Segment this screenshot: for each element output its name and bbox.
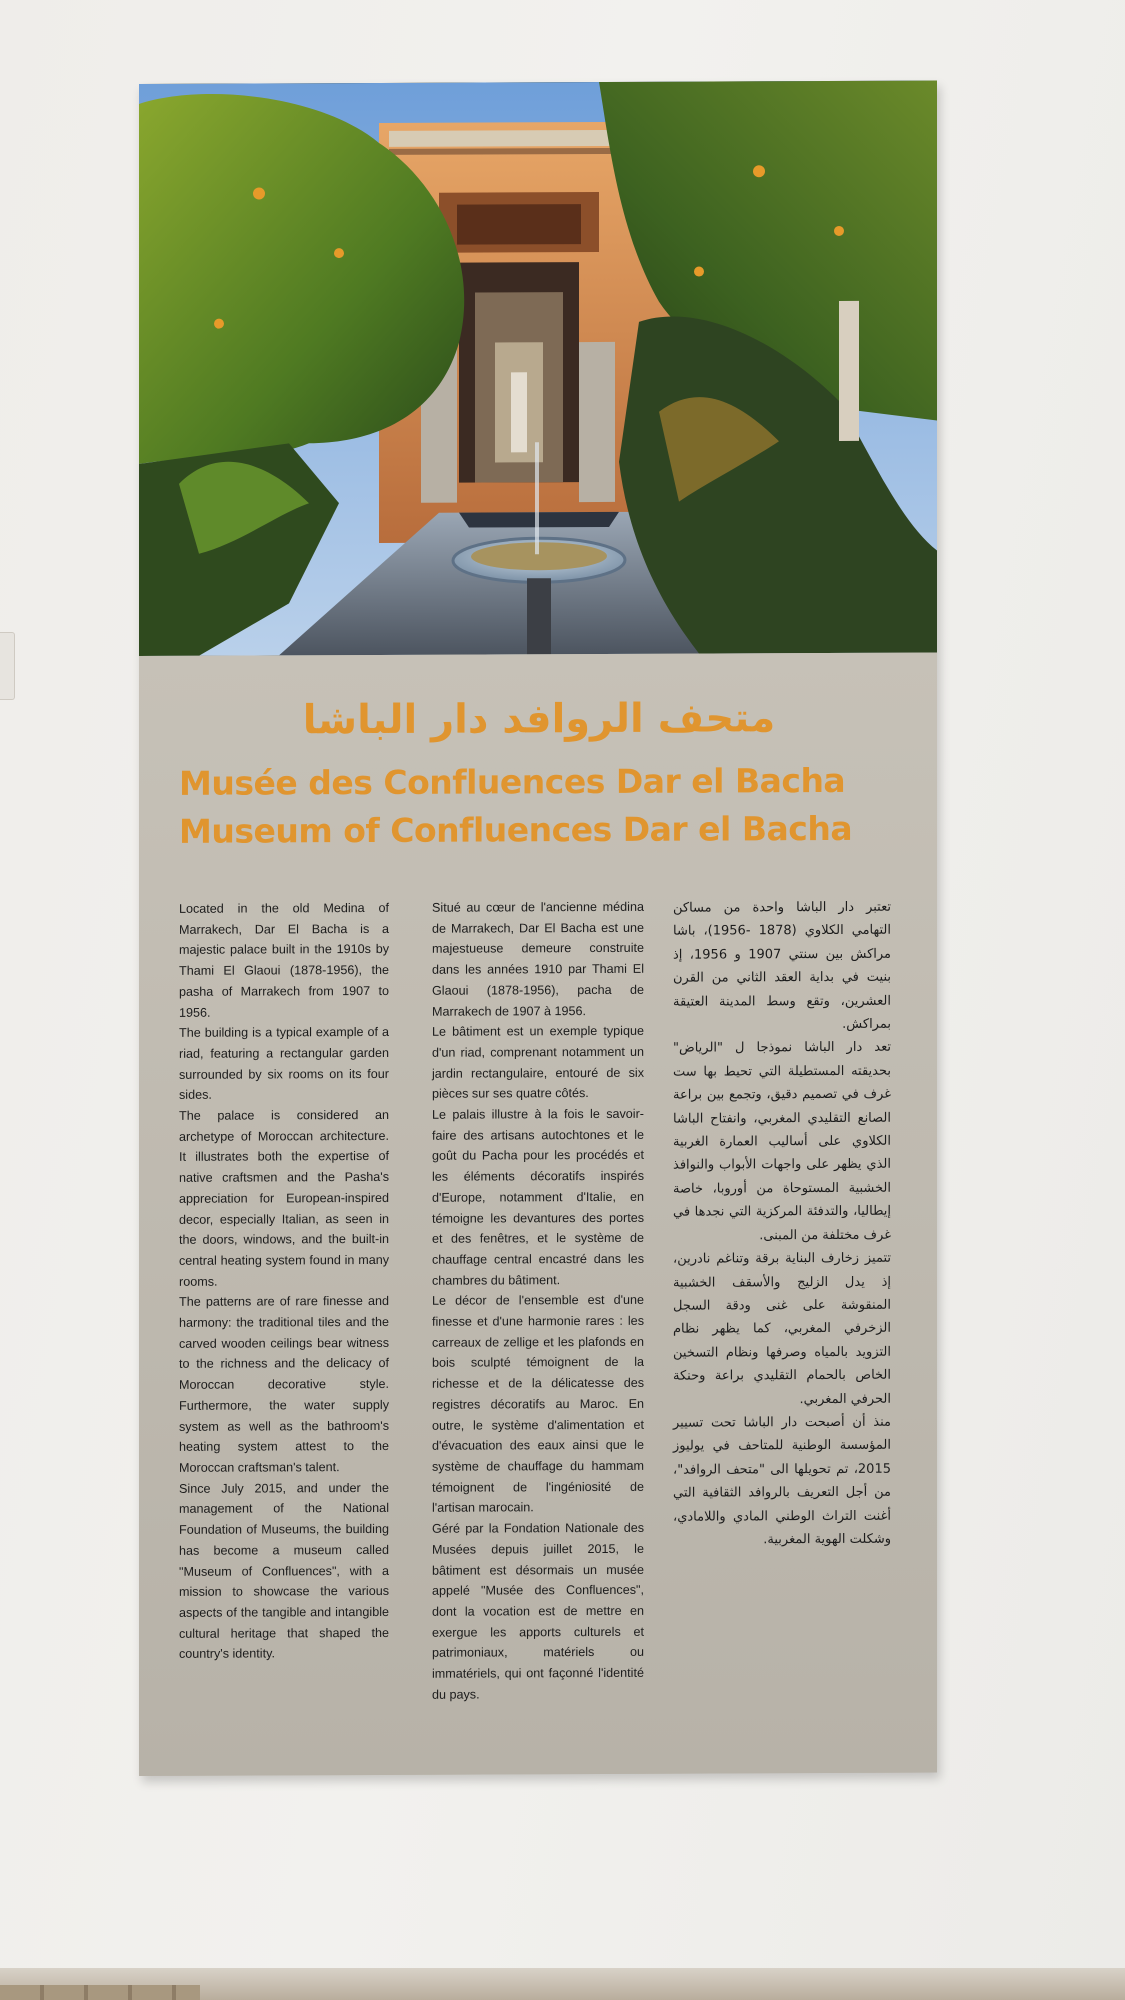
english-paragraph: Located in the old Medina of Marrakech, Dar El Bacha is a majestic palace built in the 1910s by Thami El Glaoui (1878-1956), the pasha of Marrakech from 1907 to 1956. (179, 900, 389, 1020)
french-paragraph: Situé au cœur de l'ancienne médina de Marrakech, Dar El Bacha est une majestueuse demeure construite dans les années 1910 par Thami El Glaoui (1878-1956), pacha de Marrakech de 1907 à 1956. (432, 899, 644, 1019)
english-text-column (179, 898, 389, 1665)
french-paragraph: Géré par la Fondation Nationale des Musées depuis juillet 2015, le bâtiment est désormais un musée appelé "Musée des Confluences", dont la vocation est de mettre en exergue les apports culturels et patrimoniaux, matériels ou immatériels, qui ont façonné l'identité du pays. (432, 1520, 644, 1702)
french-text-column (432, 897, 644, 1705)
title-french: Musée des Confluences Dar el Bacha (179, 760, 846, 803)
arabic-paragraph: تعتبر دار الباشا واحدة من مساكن التهامي الكلاوي (1878 -1956)، باشا مراكش بين سنتي 1907 و 1956، إذ بنيت في بداية العقد الثاني من القرن العشرين، وتقع وسط المدينة العتيقة بمراكش. (673, 899, 892, 1032)
english-paragraph: The patterns are of rare finesse and harmony: the traditional tiles and the carved wooden ceilings bear witness to the richness and the delicacy of Moroccan decorative style. Furthermore, the water supply system as well as the bathroom's heating system attest to the Moroccan craftsman's talent. (179, 1294, 389, 1475)
arabic-text-column (673, 896, 891, 1552)
title-english: Museum of Confluences Dar el Bacha (179, 808, 853, 851)
english-paragraph: Since July 2015, and under the management of the National Foundation of Museums, the building has become a museum called "Museum of Confluences", with a mission to showcase the various aspects of the tangible and intangible cultural heritage that shaped the country's identity. (179, 1480, 389, 1662)
sign-text-area (139, 653, 937, 1776)
french-paragraph: Le bâtiment est un exemple typique d'un riad, comprenant notamment un jardin rectangulaire, entouré de six pièces sur ses quatre côtés. (432, 1024, 644, 1102)
english-paragraph: The palace is considered an archetype of Moroccan architecture. It illustrates both the expertise of native craftsmen and the Pasha's appreciation for European-inspired decor, especially Italian, as seen in the doors, windows, and the built-in central heating system found in many rooms. (179, 1107, 389, 1289)
museum-sign-panel (139, 81, 937, 1776)
wall-light-switch (0, 632, 15, 700)
title-arabic: متحف الروافد دار الباشا (302, 695, 776, 744)
floor-tiles (0, 1985, 200, 2000)
french-paragraph: Le palais illustre à la fois le savoir-faire des artisans autochtones et le goût du Pacha pour les procédés et les éléments décoratifs inspirés d'Europe, notamment d'Italie, en témoigne les devantures des portes et des fenêtres, et le système de chauffage central encastré dans les chambres du bâtiment. (432, 1106, 644, 1288)
french-paragraph: Le décor de l'ensemble est d'une finesse et d'une harmonie rares : les carreaux de zellige et les plafonds en bois sculpté témoignent de la richesse et de la délicatesse des registres décoratifs au Maroc. En outre, le système d'alimentation et d'évacuation des eaux ainsi que le système de chauffage du hammam témoignent de l'ingéniosité de l'artisan marocain. (432, 1293, 644, 1516)
riad-courtyard-photo (139, 81, 937, 656)
english-paragraph: The building is a typical example of a riad, featuring a rectangular garden surrounded by six rooms on its four sides. (179, 1025, 389, 1103)
arabic-paragraph: منذ أن أصبحت دار الباشا تحت تسيير المؤسسة الوطنية للمتاحف في يوليوز 2015، تم تحويلها الى "متحف الروافد"، من أجل التعريف بالروافد الثقافية التي أغنت التراث الوطني المادي واللامادي، وشكلت الهوية المغربية. (673, 1414, 891, 1548)
arabic-paragraph: تتميز زخارف البناية برقة وتناغم نادرين، إذ يدل الزليج والأسقف الخشبية المنقوشة على غنى ودقة السجل الزخرفي المغربي، كما يظهر نظام التزويد بالمياه وصرفها ونظام التسخين الخاص بالحمام التقليدي براعة وحنكة الحرفي المغربي. (673, 1250, 891, 1407)
arabic-paragraph: تعد دار الباشا نموذجا ل "الرياض" بحديقته المستطيلة التي تحيط بها ست غرف في تصميم دقيق، وتجمع بين براعة الصانع التقليدي المغربي، وانفتاح الباشا الكلاوي على أساليب العمارة الغربية الذي يظهر على واجهات الأبواب والنوافذ الخشبية المستوحاة من أوروبا، خاصة إيطاليا، والتدفئة المركزية التي نجدها في غرف مختلفة من المبنى. (673, 1040, 891, 1243)
